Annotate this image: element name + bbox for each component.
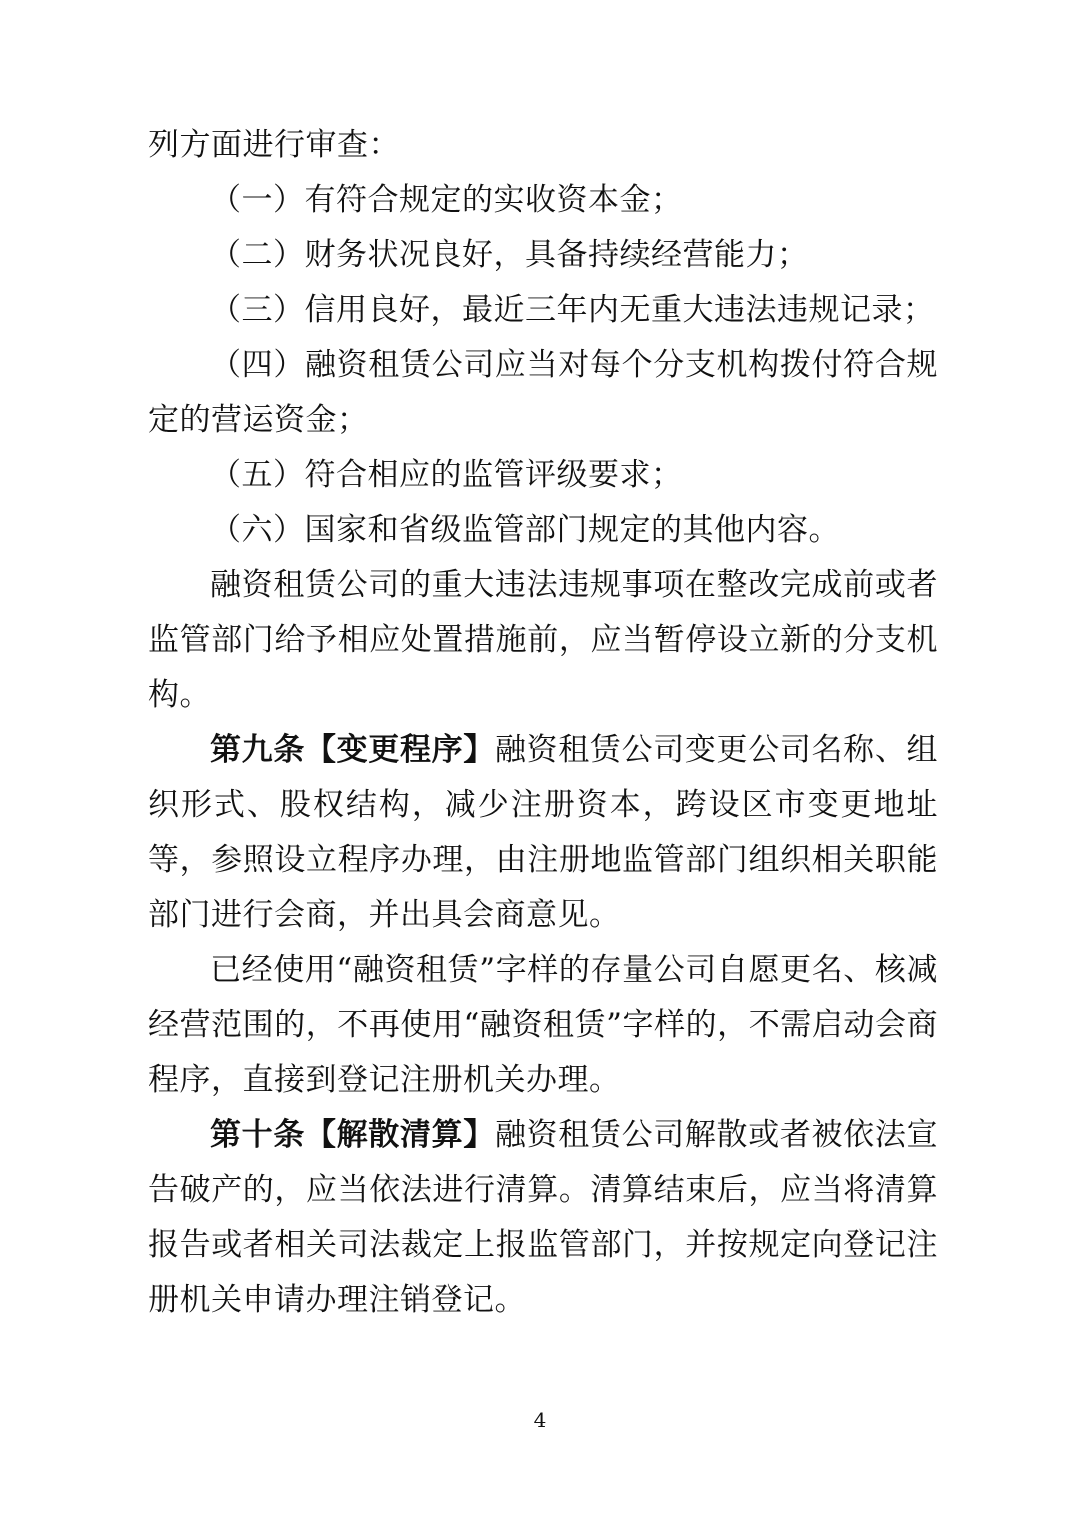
article-9-followup: 已经使用“融资租赁”字样的存量公司自愿更名、核减经营范围的，不再使用“融资租赁”字样的，不需启动会商程序，直接到登记注册机关办理。 bbox=[148, 952, 938, 1098]
article-10 bbox=[148, 1108, 938, 1328]
article-9 bbox=[148, 723, 938, 943]
list-item-6: （六）国家和省级监管部门规定的其他内容。 bbox=[210, 512, 840, 548]
article-9-body: 融资租赁公司变更公司名称、组织形式、股权结构，减少注册资本，跨设区市变更地址等，参照设立程序办理，由注册地监管部门组织相关职能部门进行会商，并出具会商意见。 bbox=[148, 732, 939, 933]
list-item-5: （五）符合相应的监管评级要求； bbox=[210, 457, 683, 493]
article-9-title: 第九条【变更程序】 bbox=[210, 732, 495, 768]
paragraph-intro: 列方面进行审查： bbox=[148, 127, 400, 163]
list-item-2: （二）财务状况良好，具备持续经营能力； bbox=[210, 237, 809, 273]
list-item-3: （三）信用良好，最近三年内无重大违法违规记录； bbox=[210, 292, 935, 328]
article-10-body: 融资租赁公司解散或者被依法宣告破产的，应当依法进行清算。清算结束后，应当将清算报告或者相关司法裁定上报监管部门，并按规定向登记注册机关申请办理注销登记。 bbox=[148, 1117, 939, 1318]
list-item-4: （四）融资租赁公司应当对每个分支机构拨付符合规定的营运资金； bbox=[148, 347, 938, 438]
document-body bbox=[148, 118, 938, 1328]
article-10-title: 第十条【解散清算】 bbox=[210, 1117, 495, 1153]
page-number: 4 bbox=[533, 1408, 547, 1432]
list-item-1: （一）有符合规定的实收资本金； bbox=[210, 182, 683, 218]
paragraph-branch-suspension: 融资租赁公司的重大违法违规事项在整改完成前或者监管部门给予相应处置措施前，应当暂停设立新的分支机构。 bbox=[148, 567, 938, 713]
